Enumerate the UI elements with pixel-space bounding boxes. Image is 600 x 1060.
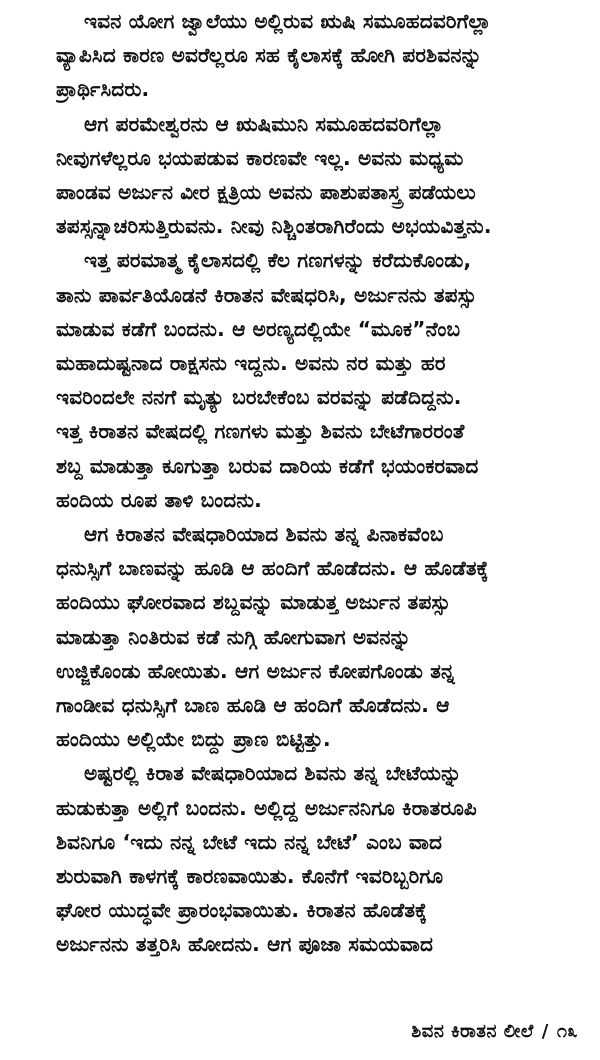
page-footer — [411, 1021, 578, 1042]
paragraph — [56, 756, 588, 961]
text-line: ಅರ್ಜುನನು ತತ್ತರಿಸಿ ಹೋದನು. ಆಗ ಪೂಜಾ ಸಮಯವಾದ — [56, 932, 434, 957]
paragraph — [56, 4, 588, 107]
text-line: ಇತ್ತ ಪರಮಾತ್ಮ ಕೈಲಾಸದಲ್ಲಿ ಕೆಲ ಗಣಗಳನ್ನು ಕರೆದುಕೊಂಡು, — [84, 248, 472, 273]
text-line: ಉಜ್ಜಿಕೊಂಡು ಹೋಯಿತು. ಆಗ ಅರ್ಜುನ ಕೋಪಗೊಂಡು ತನ್ನ — [56, 658, 456, 683]
text-line: ಹಂದಿಯ ರೂಪ ತಾಳಿ ಬಂದನು. — [56, 487, 262, 512]
text-line: ಪಾಂಡವ ಅರ್ಜುನ ವೀರ ಕ್ಷತ್ರಿಯ ಅವನು ಪಾಶುಪತಾಸ್ತ್ರ ಪಡೆಯಲು — [56, 180, 476, 205]
running-title: ಶಿವನ ಕಿರಾತನ ಲೀಲೆ — [411, 1021, 534, 1042]
text-line: ಶುರುವಾಗಿ ಕಾಳಗಕ್ಕೆ ಕಾರಣವಾಯಿತು. ಕೊನೆಗೆ ಇವರಿಬ್ಬರಿಗೂ — [56, 864, 444, 889]
footer-separator: / — [541, 1021, 549, 1042]
text-line: ಪ್ರಾರ್ಥಿಸಿದರು. — [56, 77, 150, 102]
paragraph — [56, 107, 588, 244]
text-line: ಆಗ ಪರಮೇಶ್ವರನು ಆ ಋಷಿಮುನಿ ಸಮೂಹದವರಿಗೆಲ್ಲಾ — [84, 111, 444, 136]
text-line: ಆಗ ಕಿರಾತನ ವೇಷಧಾರಿಯಾದ ಶಿವನು ತನ್ನ ಪಿನಾಕವೆಂಬ — [84, 522, 444, 547]
book-page — [56, 4, 588, 1054]
text-line: ಇವನ ಯೋಗ ಜ್ವಾಲೆಯು ಅಲ್ಲಿರುವ ಋಷಿ ಸಮೂಹದವರಿಗೆಲ್ಲಾ — [84, 9, 492, 33]
text-line: ಹಂದಿಯು ಘೋರವಾದ ಶಬ್ದವನ್ನು ಮಾಡುತ್ತ ಅರ್ಜುನ ತಪಸ್ಸು — [56, 590, 451, 615]
paragraph — [56, 517, 588, 756]
text-line: ತಪಸ್ಸನ್ನಾಚರಿಸುತ್ತಿರುವನು. ನೀವು ನಿಶ್ಚಿಂತರಾಗಿರೆಂದು ಅಭಯವಿತ್ತನು. — [56, 214, 492, 239]
text-line: ಹುಡುಕುತ್ತಾ ಅಲ್ಲಿಗೆ ಬಂದನು. ಅಲ್ಲಿದ್ದ ಅರ್ಜುನನಿಗೂ ಕಿರಾತರೂಪಿ — [56, 795, 477, 820]
text-line: ಮಹಾದುಷ್ಟನಾದ ರಾಕ್ಷಸನು ಇದ್ದನು. ಅವನು ನರ ಮತ್ತು ಹರ — [56, 351, 446, 376]
text-line: ಶಬ್ದ ಮಾಡುತ್ತಾ ಕೂಗುತ್ತಾ ಬರುವ ದಾರಿಯ ಕಡೆಗೆ ಭಯಂಕರವಾದ — [56, 453, 479, 478]
text-line: ಇವರಿಂದಲೇ ನನಗೆ ಮೃತ್ಯು ಬರಬೇಕೆಂಬ ವರವನ್ನು ಪಡೆದಿದ್ದನು. — [56, 385, 462, 410]
body-text — [56, 4, 588, 962]
text-line: ನೀವುಗಳೆಲ್ಲರೂ ಭಯಪಡುವ ಕಾರಣವೇ ಇಲ್ಲ. ಅವನು ಮಧ್ಯಮ — [56, 145, 464, 170]
text-line: ಧನುಸ್ಸಿಗೆ ಬಾಣವನ್ನು ಹೂಡಿ ಆ ಹಂದಿಗೆ ಹೊಡೆದನು. ಆ ಹೊಡೆತಕ್ಕೆ — [56, 556, 489, 581]
paragraph — [56, 243, 588, 517]
text-line: ಮಾಡುತ್ತಾ ನಿಂತಿರುವ ಕಡೆ ನುಗ್ಗಿ ಹೋಗುವಾಗ ಅವನನ್ನು — [56, 624, 412, 649]
text-line: ತಾನು ಪಾರ್ವತಿಯೊಡನೆ ಕಿರಾತನ ವೇಷಧರಿಸಿ, ಅರ್ಜುನನು ತಪಸ್ಸು — [56, 282, 477, 307]
text-line: ಶಿವನಿಗೂ ‘ಇದು ನನ್ನ ಬೇಟೆ ಇದು ನನ್ನ ಬೇಟೆ’ ಎಂಬ ವಾದ — [56, 829, 443, 854]
text-line: ಮಾಡುವ ಕಡೆಗೆ ಬಂದನು. ಆ ಅರಣ್ಯದಲ್ಲಿಯೇ “ಮೂಕ”ನೆಂಬ — [56, 316, 461, 341]
text-line: ಅಷ್ಟರಲ್ಲಿ ಕಿರಾತ ವೇಷಧಾರಿಯಾದ ಶಿವನು ತನ್ನ ಬೇಟೆಯನ್ನು — [84, 761, 462, 786]
text-line: ಗಾಂಡೀವ ಧನುಸ್ಸಿಗೆ ಬಾಣ ಹೂಡಿ ಆ ಹಂದಿಗೆ ಹೊಡೆದನು. ಆ — [56, 693, 450, 718]
page-number: ೧೩ — [556, 1021, 578, 1042]
text-line: ಘೋರ ಯುದ್ಧವೇ ಪ್ರಾರಂಭವಾಯಿತು. ಕಿರಾತನ ಹೊಡೆತಕ್ಕೆ — [56, 898, 428, 923]
text-line: ವ್ಯಾಪಿಸಿದ ಕಾರಣ ಅವರೆಲ್ಲರೂ ಸಹ ಕೈಲಾಸಕ್ಕೆ ಹೋಗಿ ಪರಶಿವನನ್ನು — [56, 43, 483, 68]
text-line: ಇತ್ತ ಕಿರಾತನ ವೇಷದಲ್ಲಿ ಗಣಗಳು ಮತ್ತು ಶಿವನು ಬೇಟೆಗಾರರಂತೆ — [56, 419, 465, 444]
text-line: ಹಂದಿಯು ಅಲ್ಲಿಯೇ ಬಿದ್ದು ಪ್ರಾಣ ಬಿಟ್ಟಿತ್ತು. — [56, 727, 331, 752]
